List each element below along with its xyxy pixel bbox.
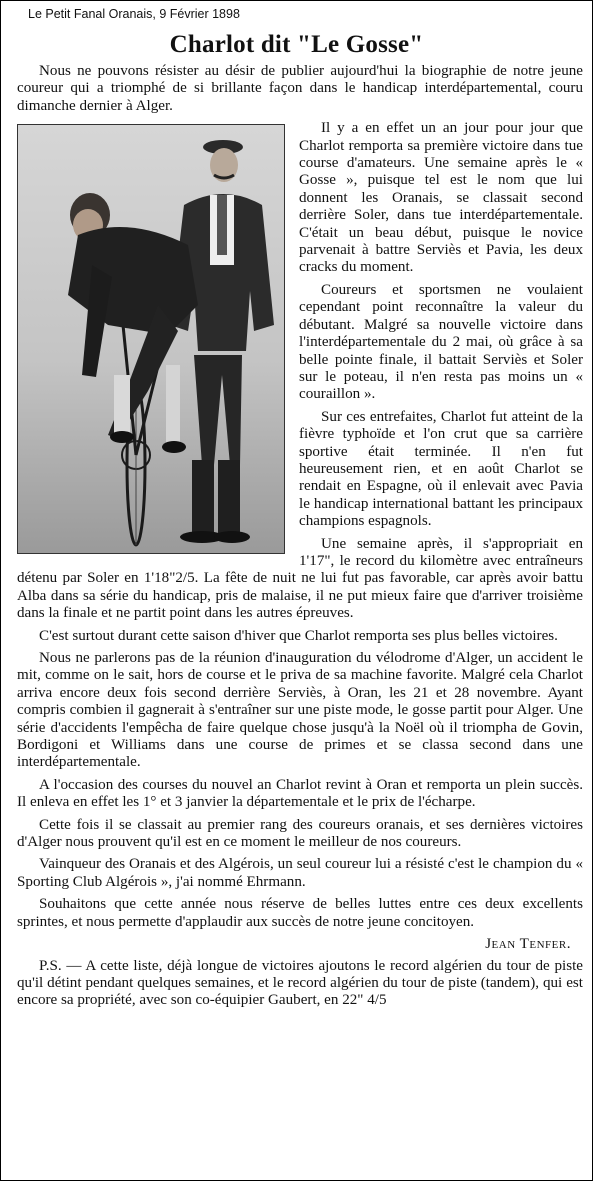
paragraph: A l'occasion des courses du nouvel an Charlot revint à Oran et remporta un plein succès. Il enleva en effet les 1° et 3 janvier la départementale et le prix de l'écharpe. [17, 776, 583, 811]
paragraph: Souhaitons que cette année nous réserve de belles luttes entre ces deux excellents sprintes, et nous permette d'applaudir aux succès de notre jeune concitoyen. [17, 896, 583, 930]
paragraph: Coureurs et sportsmen ne voulaient cependant point reconnaître la valeur du débutant. Malgré sa nouvelle victoire dans l'interdépartementale du 2 mai, où grâce à sa belle pointe finale, il battait Serviès et Soler sur le poteau, il n'en resta pas moins un « couraillon ». [299, 281, 583, 403]
paragraph: Sur ces entrefaites, Charlot fut atteint de la fièvre typhoïde et l'on crut que sa carrière sportive était terminée. Il n'en fut heureusement rien, et en août Charlot se rendait en Espagne, où il enlevait avec Pavia le handicap international battant les principaux champions espagnols. [299, 408, 583, 530]
paragraph: Vainqueur des Oranais et des Algérois, un seul coureur lui a résisté c'est le champion du « Sporting Club Algérois », j'ai nommé Ehrmann. [17, 856, 583, 890]
paragraph: Cette fois il se classait au premier rang des coureurs oranais, et ses dernières victoires d'Alger nous prouvent qu'il est en ce moment le meilleur de nos coureurs. [17, 816, 583, 851]
paragraph: Une semaine après, il s'appropriait en 1'17", le record du kilomètre avec entraîneurs détenu par Soler en 1'18"2/5. La fête de nuit ne lui fut pas favorable, car après avoir battu Alba dans sa série du handicap, pris de malaise, il ne put mieux faire que d'arriver troisième dans la finale et ne partit point dans les autres épreuves. [17, 535, 583, 622]
postscript: P.S. — A cette liste, déjà longue de victoires ajoutons le record algérien du tour de piste qu'il détint pendant quelques semaines, et le record algérien du tour de piste (tandem), qui est encore sa propriété, avec son co-équipier Gaubert, en 22" 4/5 [17, 957, 583, 1009]
author-signature: Jean Tenfer. [485, 936, 571, 953]
source-line: Le Petit Fanal Oranais, 9 Février 1898 [28, 7, 240, 21]
article-title: Charlot dit "Le Gosse" [169, 31, 424, 58]
paragraph: C'est surtout durant cette saison d'hiver que Charlot remporta ses plus belles victoires. [39, 627, 558, 644]
paragraph: Nous ne pouvons résister au désir de publier aujourd'hui la biographie de notre jeune coureur qui a triomphé de si brillante façon dans le handicap interdépartemental, couru dimanche dernier à Alger. [17, 63, 583, 114]
photo-cyclist-and-man [17, 124, 285, 554]
photo-illustration [18, 125, 284, 553]
paragraph: Nous ne parlerons pas de la réunion d'inauguration du vélodrome d'Alger, un accident le mit, comme on le sait, hors de course et le priva de sa machine favorite. Malgré cela Charlot arriva encore deux fois second derrière Serviès, à Oran, les 21 et 28 novembre. Ayant compris combien il gagnerait à s'entraîner sur une piste mode, le gosse partit pour Alger. Une série d'accidents l'empêcha de faire quelque chose jusqu'à la Noël où il triompha de Govin, Bordigoni et Williams dans une course de primes et se classa second dans une interdépartementale. [17, 650, 583, 771]
paragraph: Il y a en effet un an jour pour jour que Charlot remporta sa première victoire dans tue course d'amateurs. Une semaine après le « Gosse », puisque tel est le nom que lui donnent les Oranais, se classait second derrière Soler, dans tue interdépartementale. C'était un beau début, puisque le novice parvenait à battre Serviès et Pavia, les deux cracks du moment. [299, 120, 583, 276]
article-body [17, 63, 583, 1015]
